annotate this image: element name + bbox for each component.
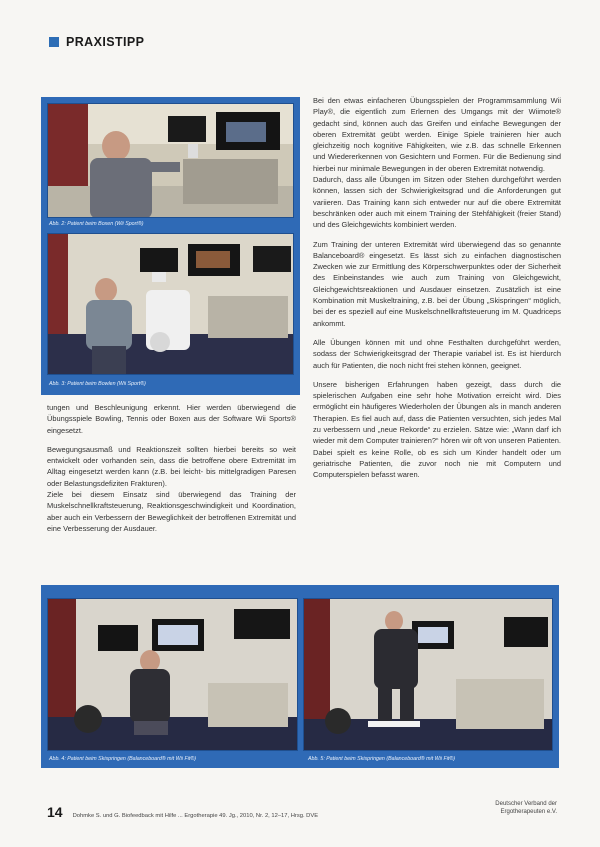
left-text-column	[47, 402, 296, 542]
figure-2-photo	[47, 103, 294, 218]
figure-3-caption: Abb. 3: Patient beim Bowlen (Wii Sport®)	[49, 381, 146, 387]
paragraph: Bewegungsausmaß und Reaktionszeit sollten hierbei bereits so weit entwickelt oder vorhanden sein, dass die betroffene obere Extremität im Alltag eingesetzt werden kann (z.B. bei leicht- bis mittelgradigen Paresen oder Belastungsdefiziten Frakturen).	[47, 444, 296, 488]
photo-panel-top	[41, 97, 300, 395]
figure-5-caption: Abb. 5: Patient beim Skispringen (Balanceboard® mit Wii Fit®)	[308, 756, 456, 762]
section-marker-icon	[49, 37, 59, 47]
page-footer	[47, 804, 318, 820]
right-text-column	[313, 95, 561, 489]
photo-panel-bottom	[41, 585, 559, 768]
publisher-line: Ergotherapeuten e.V.	[500, 809, 557, 815]
paragraph: Unsere bisherigen Erfahrungen haben gezeigt, dass durch die spielerischen Aufgaben eine sehr hohe Motivation erreicht wird. Dies ermöglicht ein häufigeres Wiederholen der Übungen als in manch anderen Therapien. Es fiel auch auf, dass die Patienten versuchten, sich jedes Mal zu verbessern und „neue Rekorde“ zu erzielen. Sätze wie: „Wann darf ich wieder mit dem Computer trainieren?“ hören wir oft von unseren Patienten. Dabei spielt es keine Rolle, ob es sich um Kinder handelt oder um geriatrische Patienten, die zuvor noch nie mit Computern und Computerspielen befasst waren.	[313, 379, 561, 480]
citation: Dohmke S. und G. Biofeedback mit Hilfe ... Ergotherapie 49. Jg., 2010, Nr. 2, 12–17, Hrsg. DVE	[72, 813, 319, 819]
publisher-name	[495, 800, 557, 816]
page-number: 14	[47, 804, 63, 820]
paragraph: Alle Übungen können mit und ohne Festhalten durchgeführt werden, sodass der Schwierigkeitsgrad der Therapie variabel ist. Es ist hierdurch auch für Patienten, die noch nicht frei stehen können, geeignet.	[313, 337, 561, 370]
section-header	[49, 35, 144, 49]
paragraph: Bei den etwas einfacheren Übungsspielen der Programmsammlung Wii Play®, die eigentlich zum Erlernen des Umgangs mit der Wiimote® gedacht sind, können auch das Greifen und einfache Bewegungen der oberen Extremität geübt werden. Einige Spiele trainieren hier auch gleichzeitig noch kognitive Fähigkeiten, wie z.B. das schnelle Erkennen und Wiedererkennen von Gesichtern und Formen. Für die Bedienung sind hierbei nur minimale Bewegungen in der oberen Extremität notwendig.	[313, 96, 561, 173]
figure-2-caption: Abb. 2: Patient beim Boxen (Wii Sport®)	[49, 221, 144, 227]
figure-3-photo	[47, 233, 294, 375]
figure-4-photo	[47, 598, 298, 751]
paragraph: Zum Training der unteren Extremität wird überwiegend das so genannte Balanceboard® eingesetzt. Es lässt sich zu einfachen diagnostischen Zwecken wie zur Ermittlung des Körperschwerpunktes oder der Sicherheit des Einbeinstandes wie auch zum Training von Gleichgewicht, Gleichgewichtsreaktionen und Ausdauer einsetzen. Zusätzlich ist eine Kombination mit Muskeltraining, z.B. bei der Übung „Skispringen“ möglich, bei der es speziell auf eine Muskelschnellkraftsteuerung im M. Quadriceps ankommt.	[313, 239, 561, 328]
section-title: PRAXISTIPP	[66, 35, 145, 49]
figure-5-photo	[303, 598, 553, 751]
paragraph: Dadurch, dass alle Übungen im Sitzen oder Stehen durchgeführt werden können, lassen sich der Schwierigkeitsgrad und die Anforderungen gut variieren. Das Training kann sich entweder nur auf die obere Extremität beschränken oder auch mit einem Training der Stehfähigkeit (freier Stand) und des Gleichgewichts kombiniert werden.	[313, 175, 561, 230]
figure-4-caption: Abb. 4: Patient beim Skispringen (Balanceboard® mit Wii Fit®)	[49, 756, 197, 762]
paragraph: Ziele bei diesem Einsatz sind überwiegend das Training der Muskelschnellkraftsteuerung, Reaktionsgeschwindigkeit und Koordination, aber auch ein Verbessern der Beweglichkeit der betroffenen Extremität und eine Verbesserung der Ausdauer.	[47, 490, 296, 533]
publisher-line: Deutscher Verband der	[495, 801, 557, 807]
paragraph: tungen und Beschleunigung erkennt. Hier werden überwiegend die Übungsspiele Bowling, Tennis oder Boxen aus der Software Wii Sports® eingesetzt.	[47, 403, 296, 435]
